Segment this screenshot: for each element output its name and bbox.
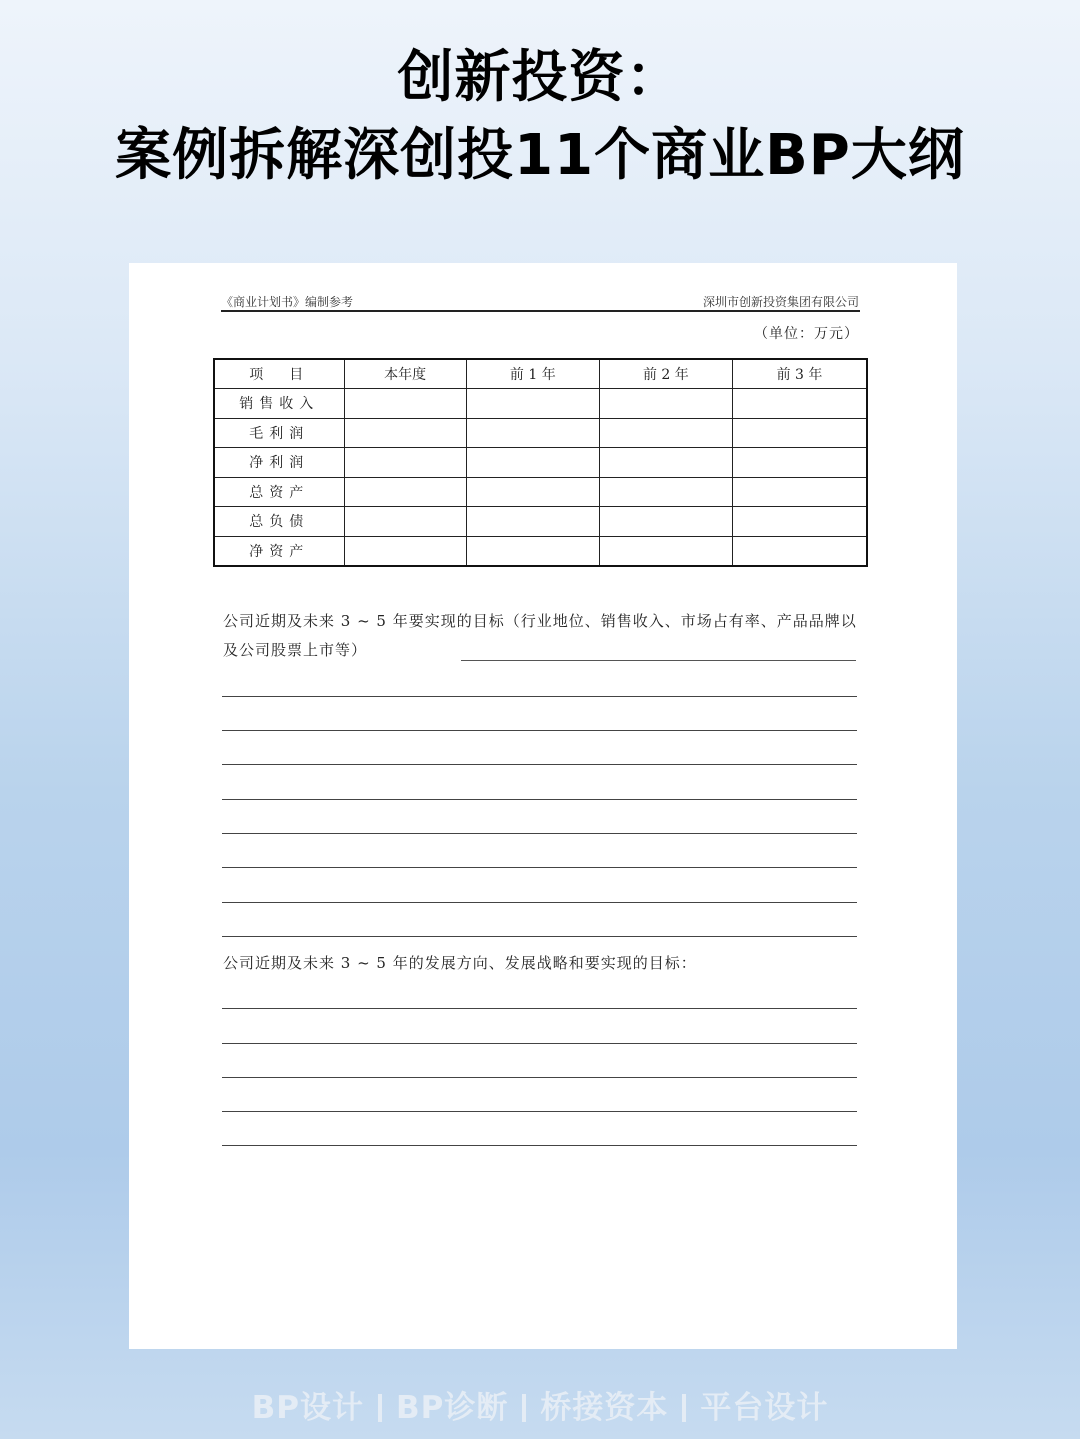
column-header: 前 2 年: [599, 359, 732, 389]
divider: [378, 1394, 382, 1422]
row-label: 总资产: [214, 477, 344, 507]
page-title-line-1: 创新投资：: [397, 45, 683, 110]
tagline-item: BP诊断: [396, 1390, 509, 1426]
tagline-item: 桥接资本: [540, 1390, 669, 1426]
answer-line[interactable]: [222, 764, 857, 765]
answer-line[interactable]: [222, 936, 857, 937]
answer-line[interactable]: [222, 1008, 857, 1009]
table-cell[interactable]: [344, 448, 466, 478]
answer-line[interactable]: [222, 902, 857, 903]
table-cell[interactable]: [466, 389, 599, 419]
row-label: 毛利润: [214, 418, 344, 448]
table-row: [214, 477, 867, 507]
table-cell[interactable]: [599, 448, 732, 478]
row-label: 销售收入: [214, 389, 344, 419]
column-header: 本年度: [344, 359, 466, 389]
answer-line[interactable]: [222, 1145, 857, 1146]
column-header: 前 1 年: [466, 359, 599, 389]
tagline-item: 平台设计: [700, 1390, 829, 1426]
table-cell[interactable]: [344, 477, 466, 507]
divider: [682, 1394, 686, 1422]
document-page: [129, 263, 957, 1349]
section-1-prompt: 公司近期及未来 3 ~ 5 年要实现的目标（行业地位、销售收入、市场占有率、产品品牌以及公司股票上市等）: [223, 612, 857, 659]
answer-line[interactable]: [222, 696, 857, 697]
answer-line[interactable]: [222, 799, 857, 800]
table-cell[interactable]: [599, 507, 732, 537]
table-cell[interactable]: [599, 418, 732, 448]
answer-line[interactable]: [222, 833, 857, 834]
financial-table: [213, 358, 868, 567]
table-row: [214, 448, 867, 478]
tagline-item: BP设计: [251, 1390, 364, 1426]
table-cell[interactable]: [466, 477, 599, 507]
answer-line[interactable]: [222, 730, 857, 731]
page-title-line-2: 案例拆解深创投11个商业BP大纲: [115, 123, 965, 188]
column-header: 项 目: [214, 359, 344, 389]
document-header-left: 《商业计划书》编制参考: [221, 295, 354, 309]
table-cell[interactable]: [466, 448, 599, 478]
table-header-row: [214, 359, 867, 389]
table-row: [214, 418, 867, 448]
answer-line[interactable]: [461, 660, 856, 661]
table-cell[interactable]: [732, 507, 867, 537]
table-cell[interactable]: [466, 418, 599, 448]
unit-label: （单位：万元）: [754, 326, 859, 342]
table-cell[interactable]: [344, 418, 466, 448]
table-cell[interactable]: [732, 389, 867, 419]
divider: [522, 1394, 526, 1422]
row-label: 净资产: [214, 536, 344, 566]
column-header: 前 3 年: [732, 359, 867, 389]
header-rule: [221, 310, 860, 312]
answer-line[interactable]: [222, 867, 857, 868]
section-2-prompt: 公司近期及未来 3 ~ 5 年的发展方向、发展战略和要实现的目标：: [223, 954, 697, 972]
answer-line[interactable]: [222, 1043, 857, 1044]
table-row: [214, 389, 867, 419]
table-cell[interactable]: [732, 477, 867, 507]
table-cell[interactable]: [732, 418, 867, 448]
table-cell[interactable]: [344, 507, 466, 537]
table-row: [214, 536, 867, 566]
table-cell[interactable]: [599, 389, 732, 419]
table-cell[interactable]: [466, 507, 599, 537]
table-cell[interactable]: [344, 536, 466, 566]
tagline: [0, 1382, 1080, 1427]
row-label: 总负债: [214, 507, 344, 537]
table-cell[interactable]: [599, 477, 732, 507]
table-cell[interactable]: [599, 536, 732, 566]
table-row: [214, 507, 867, 537]
answer-line[interactable]: [222, 1111, 857, 1112]
document-header-right: 深圳市创新投资集团有限公司: [702, 295, 859, 309]
table-cell[interactable]: [344, 389, 466, 419]
table-cell[interactable]: [732, 536, 867, 566]
table-cell[interactable]: [466, 536, 599, 566]
table-cell[interactable]: [732, 448, 867, 478]
answer-line[interactable]: [222, 1077, 857, 1078]
row-label: 净利润: [214, 448, 344, 478]
